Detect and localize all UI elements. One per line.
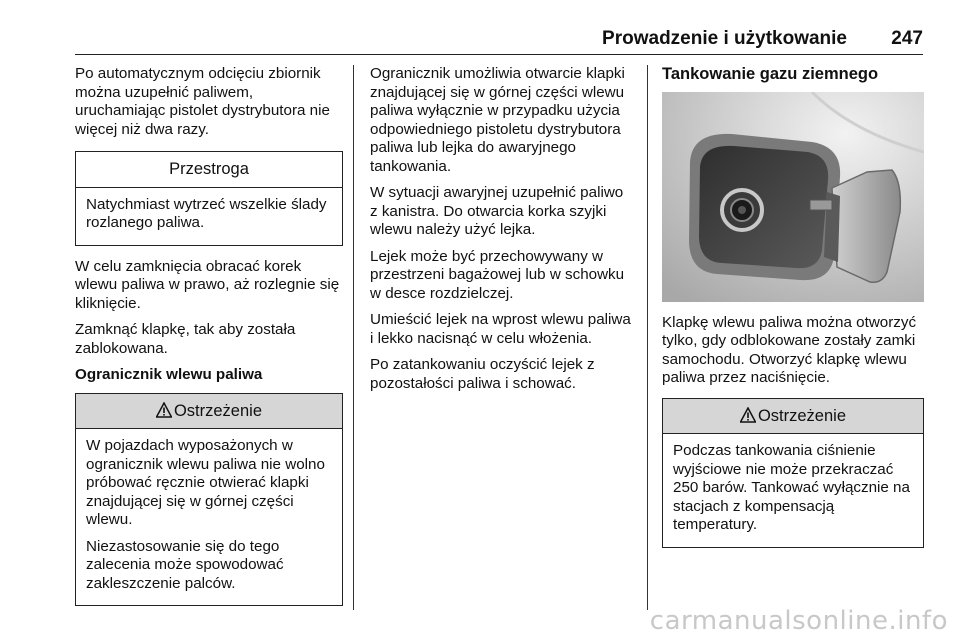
column-1 [75, 65, 343, 618]
paragraph: Zamknąć klapkę, tak aby została zablokowana. [75, 321, 296, 357]
watermark: carmanualsonline.info [649, 606, 948, 636]
paragraph: Klapkę wlewu paliwa można otworzyć tylko, gdy odblokowane zostały zamki samochodu. Otworzyć klapkę wlewu paliwa przez naciśnięcie. [662, 313, 917, 386]
warning-heading: Ostrzeżenie [663, 399, 923, 435]
caution-text: Natychmiast wytrzeć wszelkie ślady rozlanego paliwa. [86, 195, 327, 231]
warning-box [75, 393, 343, 607]
column-2 [370, 65, 635, 401]
paragraph: Umieścić lejek na wprost wlewu paliwa i lekko nacisnąć w celu włożenia. [370, 311, 631, 347]
column-divider [647, 65, 648, 610]
paragraph: W celu zamknięcia obracać korek wlewu paliwa w prawo, aż rozlegnie się kliknięcie. [75, 257, 340, 312]
paragraph: Lejek może być przechowywany w przestrzeni bagażowej lub w schowku w desce rozdzielczej. [370, 247, 625, 302]
column-divider [353, 65, 354, 610]
page-number: 247 [891, 28, 923, 49]
warning-text: Niezastosowanie się do tego zalecenia może spowodować zakleszczenie palców. [86, 537, 284, 592]
page-header [75, 26, 923, 52]
column-3 [662, 65, 924, 560]
paragraph: Po zatankowaniu oczyścić lejek z pozostałości paliwa i schować. [370, 356, 595, 392]
warning-box [662, 398, 924, 548]
warning-text: W pojazdach wyposażonych w ogranicznik wlewu paliwa nie wolno próbować ręcznie otwierać klapki znajdującej się w górnej części wlewu. [86, 437, 325, 528]
paragraph: Po automatycznym odcięciu zbiornik można uzupełnić paliwem, uruchamiając pistolet dystrybutora nie więcej niż dwa razy. [75, 65, 330, 138]
fuel-filler-photo [662, 92, 924, 302]
section-heading: Tankowanie gazu ziemnego [662, 65, 879, 83]
header-rule [75, 54, 923, 55]
warning-text: Podczas tankowania ciśnienie wyjściowe nie może przekraczać 250 barów. Tankować wyłącznie na stacjach z kompensacją temperatury. [673, 442, 910, 533]
section-title: Prowadzenie i użytkowanie [602, 28, 847, 49]
caution-box [75, 151, 343, 246]
paragraph: Ogranicznik umożliwia otwarcie klapki znajdującej się w górnej części wlewu paliwa wyłącznie w przypadku użycia odpowiedniego pistoletu dystrybutora paliwa lub lejka do awaryjnego tankowania. [370, 65, 625, 175]
paragraph: W sytuacji awaryjnej uzupełnić paliwo z kanistra. Do otwarcia korka szyjki wlewu należy użyć lejka. [370, 184, 624, 238]
warning-icon [156, 402, 172, 418]
subheading: Ogranicznik wlewu paliwa [75, 366, 263, 383]
warning-heading: Ostrzeżenie [76, 394, 342, 430]
warning-icon [740, 407, 756, 423]
caution-heading: Przestroga [76, 152, 342, 188]
